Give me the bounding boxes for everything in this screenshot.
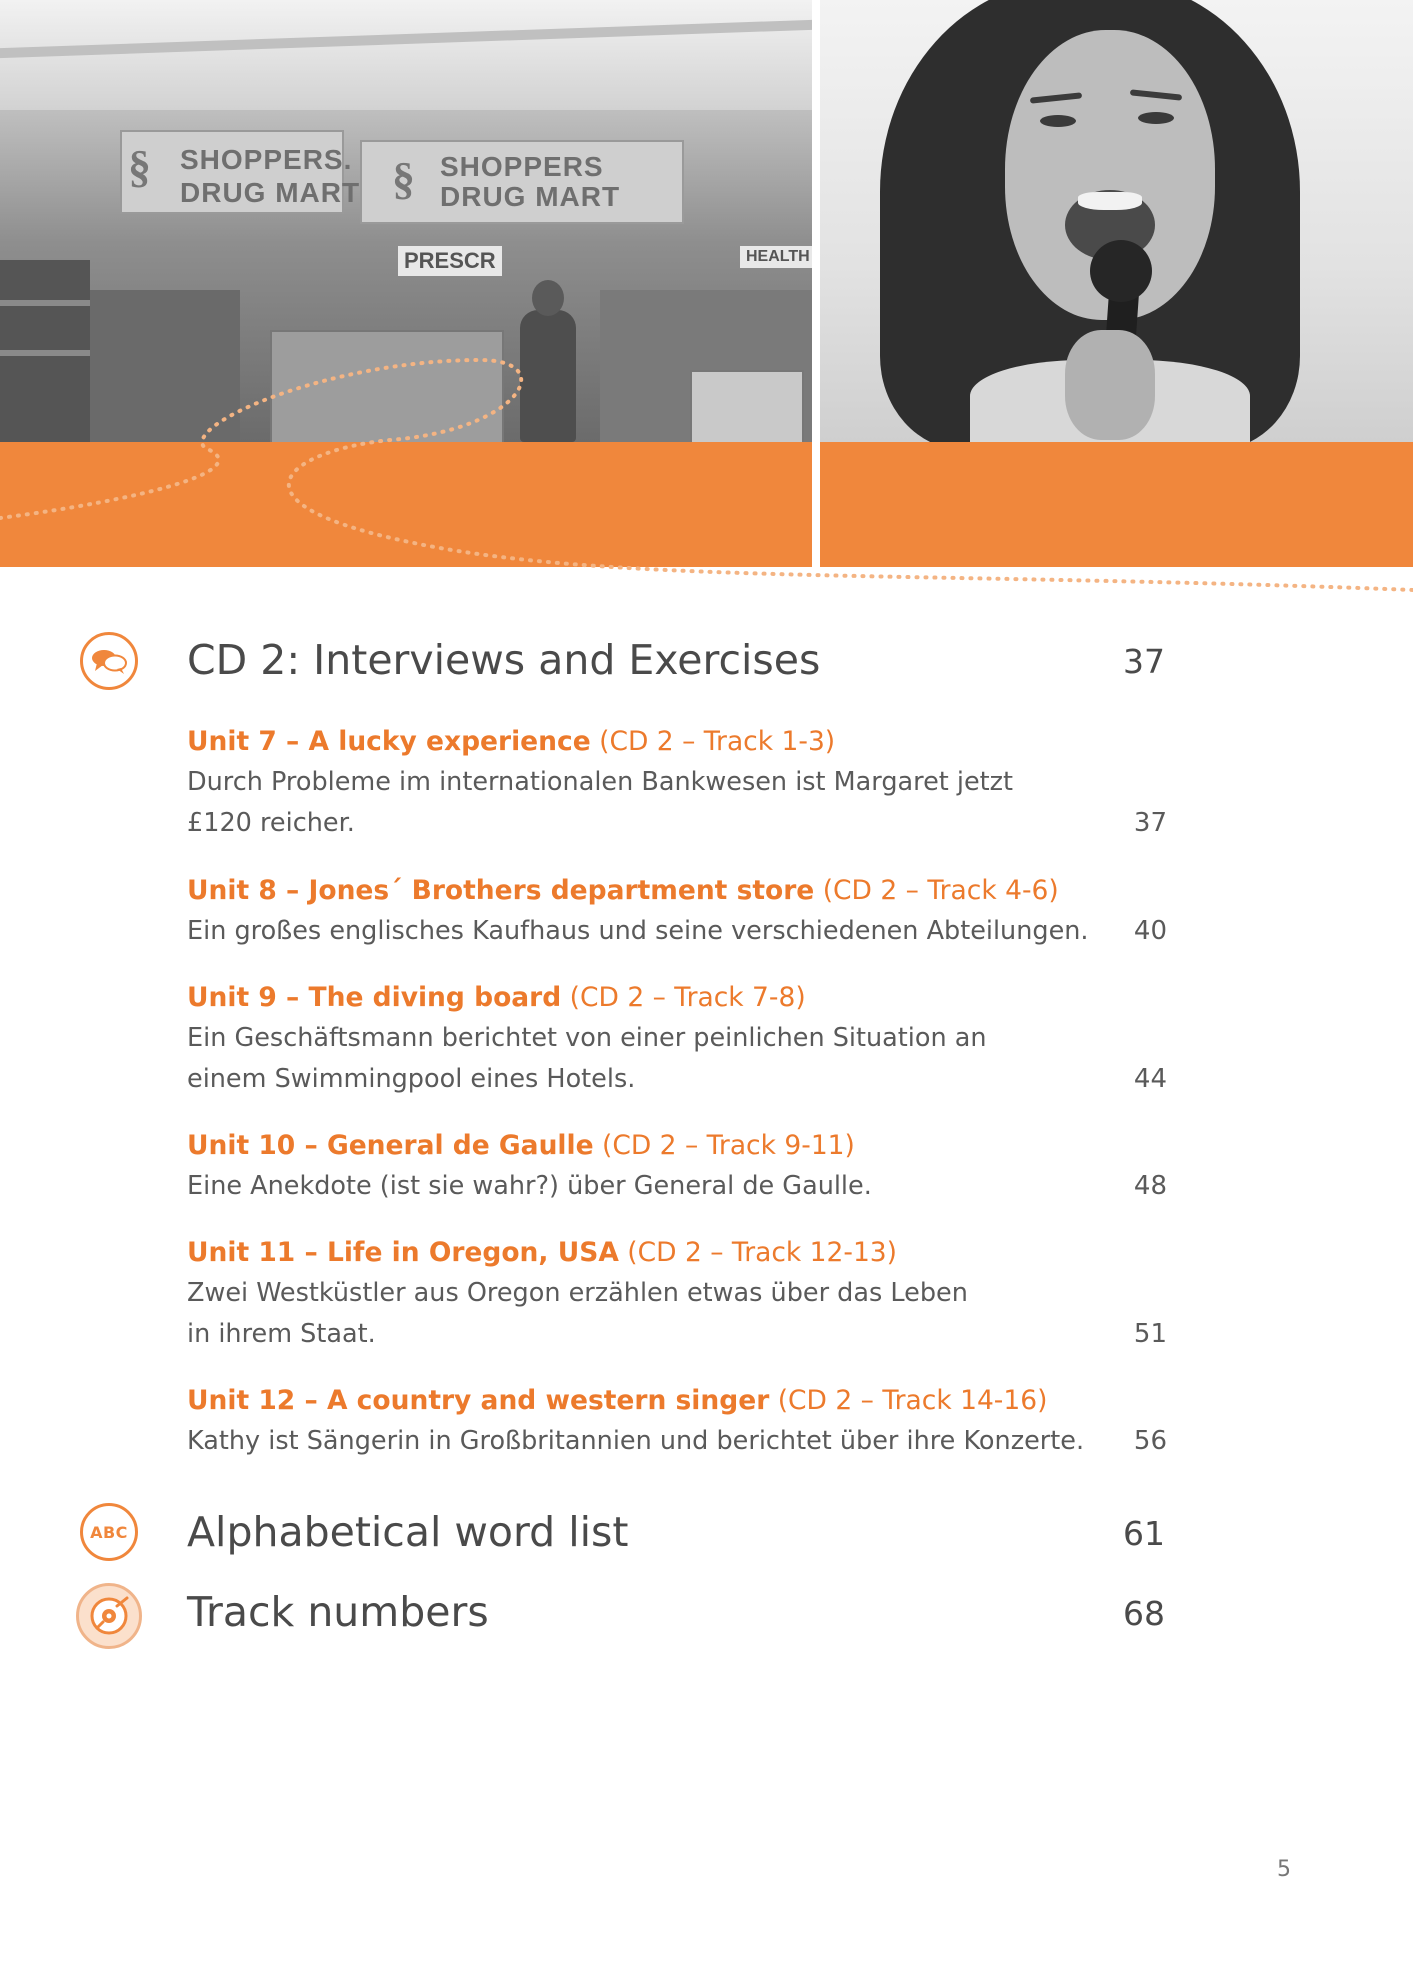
cd2-page-number: 37 xyxy=(1123,642,1165,681)
unit-9-entry xyxy=(187,978,1167,1100)
unit-10-entry xyxy=(187,1126,1167,1207)
unit-12-entry xyxy=(187,1381,1167,1462)
unit-7-track: (CD 2 – Track 1-3) xyxy=(590,726,836,757)
unit-12-track: (CD 2 – Track 14-16) xyxy=(769,1385,1048,1416)
word-list-page-number: 61 xyxy=(1123,1514,1165,1553)
unit-9-page-number: 44 xyxy=(1133,1064,1167,1094)
track-numbers-page-number: 68 xyxy=(1123,1594,1165,1633)
unit-9-description xyxy=(187,1018,1167,1100)
unit-7-title: Unit 7 – A lucky experience xyxy=(187,726,591,757)
unit-8-desc-line-1: Ein großes englisches Kaufhaus und seine verschiedenen Abteilungen. xyxy=(187,916,1089,946)
unit-7-desc-line-1: Durch Probleme im internationalen Bankwesen ist Margaret jetzt xyxy=(187,767,1014,797)
unit-11-description xyxy=(187,1273,1167,1355)
unit-9-track: (CD 2 – Track 7-8) xyxy=(561,982,806,1013)
store-sign-left-line1: SHOPPERS. xyxy=(180,144,353,175)
unit-7-entry xyxy=(187,722,1167,844)
unit-9-desc-line-2: einem Swimmingpool eines Hotels. xyxy=(187,1064,636,1094)
unit-10-description xyxy=(187,1166,1167,1207)
store-sign-left-line2: DRUG MART xyxy=(180,177,361,208)
unit-7-desc-line-2: £120 reicher. xyxy=(187,808,355,838)
unit-8-track: (CD 2 – Track 4-6) xyxy=(814,875,1059,906)
unit-10-title: Unit 10 – General de Gaulle xyxy=(187,1130,594,1161)
unit-11-track: (CD 2 – Track 12-13) xyxy=(618,1237,898,1268)
unit-12-page-number: 56 xyxy=(1133,1426,1167,1456)
unit-8-description xyxy=(187,911,1167,952)
word-list-heading: Alphabetical word list xyxy=(187,1508,629,1556)
unit-9-desc-line-1: Ein Geschäftsmann berichtet von einer peinlichen Situation an xyxy=(187,1023,987,1053)
unit-12-description xyxy=(187,1421,1167,1462)
header-banner xyxy=(0,0,1413,600)
store-logo-right: § xyxy=(392,153,415,204)
unit-8-title-line xyxy=(187,871,1167,911)
prescription-sign: PRESCR xyxy=(398,246,502,276)
unit-10-title-line xyxy=(187,1126,1167,1166)
unit-9-title-line xyxy=(187,978,1167,1018)
unit-12-title-line xyxy=(187,1381,1167,1421)
cd-disc-icon xyxy=(76,1583,142,1649)
page-number: 5 xyxy=(1277,1857,1291,1882)
unit-8-title: Unit 8 – Jones´ Brothers department store xyxy=(187,875,815,906)
unit-12-title: Unit 12 – A country and western singer xyxy=(187,1385,770,1416)
cd2-heading: CD 2: Interviews and Exercises xyxy=(187,636,821,684)
unit-11-title: Unit 11 – Life in Oregon, USA xyxy=(187,1237,619,1268)
store-logo-left: § xyxy=(128,141,151,192)
abc-icon-label: ABC xyxy=(90,1522,128,1542)
unit-7-page-number: 37 xyxy=(1133,808,1167,838)
unit-11-title-line xyxy=(187,1233,1167,1273)
health-sign: HEALTH xyxy=(740,246,812,268)
dotted-line-decoration xyxy=(0,0,1413,600)
unit-9-title: Unit 9 – The diving board xyxy=(187,982,562,1013)
unit-11-page-number: 51 xyxy=(1133,1319,1167,1349)
unit-10-desc-line-1: Eine Anekdote (ist sie wahr?) über General de Gaulle. xyxy=(187,1171,872,1201)
unit-10-track: (CD 2 – Track 9-11) xyxy=(593,1130,855,1161)
unit-7-description xyxy=(187,762,1167,844)
speech-bubbles-icon xyxy=(80,632,138,690)
unit-8-entry xyxy=(187,871,1167,952)
store-sign-right-line2: DRUG MART xyxy=(440,181,621,212)
unit-11-desc-line-2: in ihrem Staat. xyxy=(187,1319,376,1349)
track-numbers-heading: Track numbers xyxy=(187,1588,489,1636)
unit-11-entry xyxy=(187,1233,1167,1355)
store-sign-right-line1: SHOPPERS xyxy=(440,151,604,182)
unit-11-desc-line-1: Zwei Westküstler aus Oregon erzählen etwas über das Leben xyxy=(187,1278,968,1308)
unit-8-page-number: 40 xyxy=(1133,916,1167,946)
unit-10-page-number: 48 xyxy=(1133,1171,1167,1201)
unit-7-title-line xyxy=(187,722,1167,762)
abc-icon xyxy=(80,1503,138,1561)
unit-12-desc-line-1: Kathy ist Sängerin in Großbritannien und berichtet über ihre Konzerte. xyxy=(187,1426,1085,1456)
